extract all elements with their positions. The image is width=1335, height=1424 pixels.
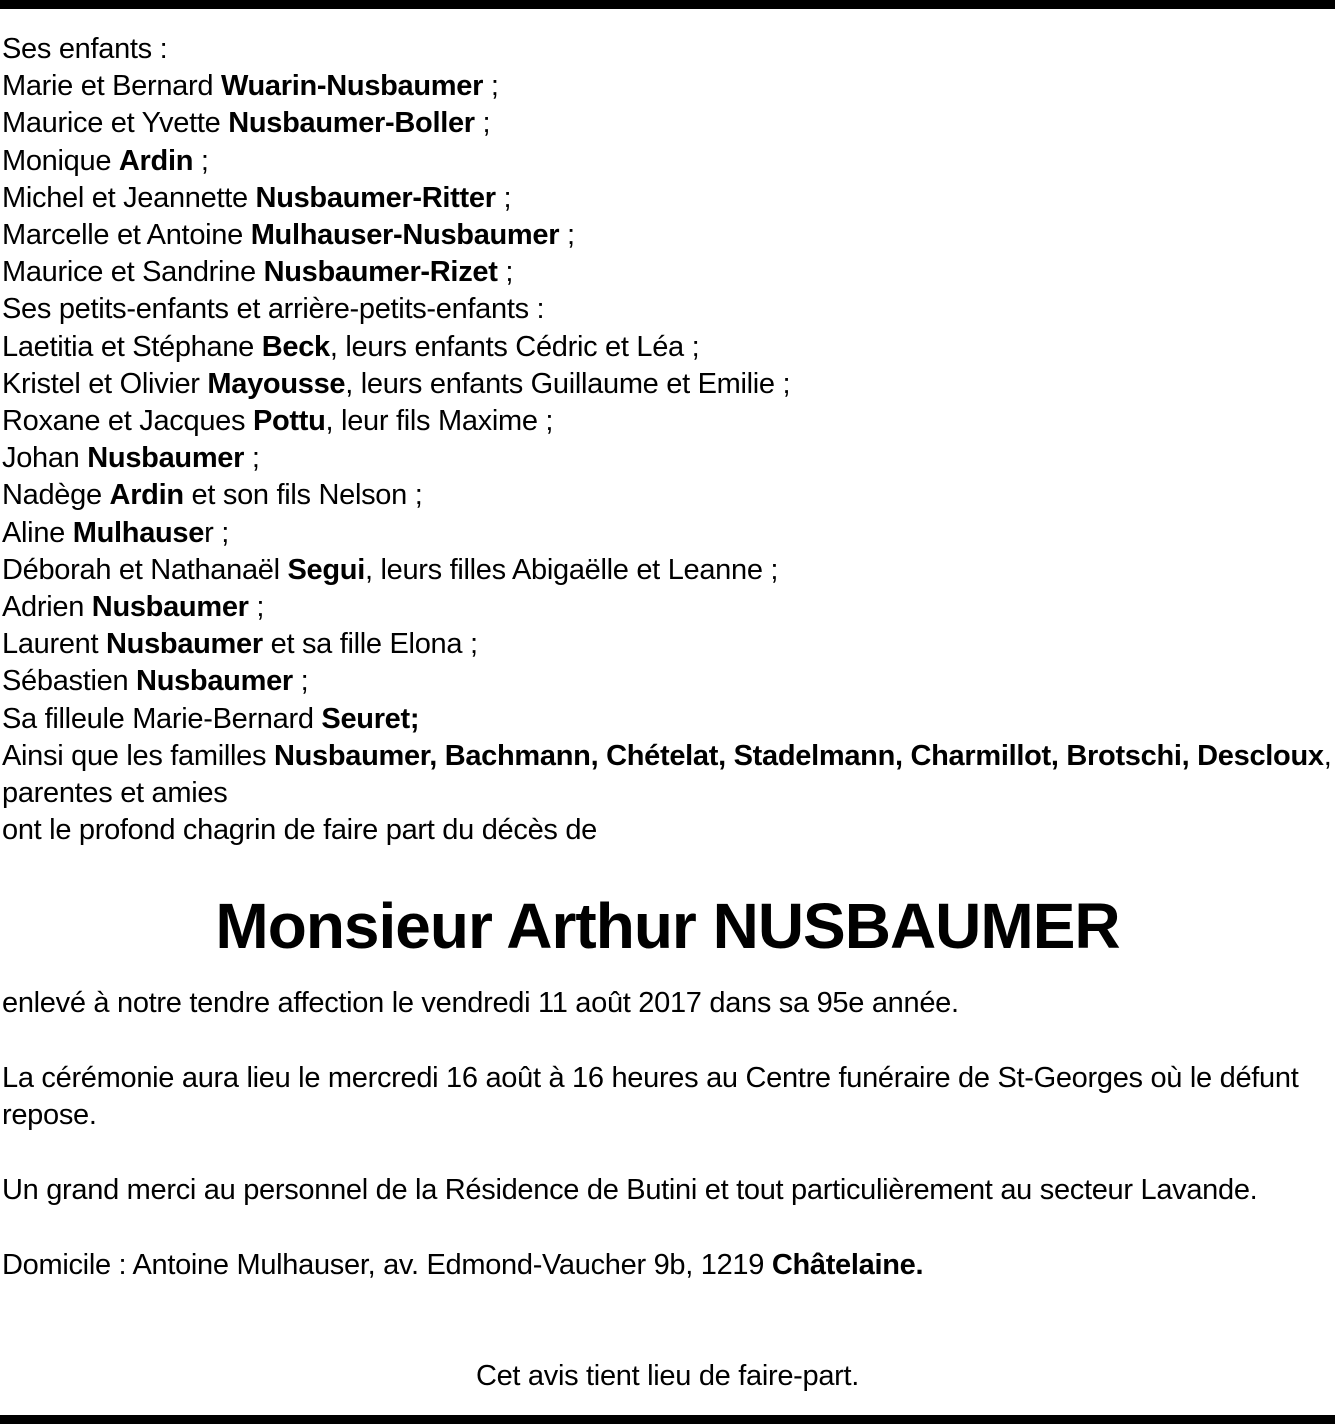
text-run: Marie et Bernard: [2, 70, 221, 103]
family-line: [2, 143, 1332, 180]
text-run: et son fils Nelson ;: [183, 479, 423, 512]
notice-body: [2, 985, 1332, 1322]
family-line: [2, 552, 1332, 589]
text-run: Laurent: [2, 628, 107, 661]
name-emphasis: Nusbaumer: [87, 442, 245, 475]
name-emphasis: Nusbaumer-Ritter: [255, 181, 496, 214]
name-emphasis: Châtelaine.: [771, 1248, 924, 1281]
family-line: [2, 626, 1332, 663]
text-run: ;: [248, 591, 265, 624]
text-run: Ses enfants :: [2, 33, 168, 65]
text-run: Monique: [2, 144, 119, 177]
name-emphasis: Wuarin-Nusbaumer: [220, 70, 484, 103]
deceased-name: Monsieur Arthur NUSBAUMER: [215, 890, 1120, 962]
text-run: ;: [292, 665, 309, 698]
text-run: ;: [193, 144, 209, 177]
text-run: Maurice et Yvette: [2, 107, 229, 140]
family-line: [2, 31, 1332, 68]
text-run: Maurice et Sandrine: [2, 256, 264, 289]
text-run: ont le profond chagrin de faire part du décès de: [2, 814, 598, 847]
text-run: ;: [244, 442, 260, 475]
family-line: [2, 701, 1332, 738]
text-run: Kristel et Olivier: [2, 367, 208, 400]
family-line: [2, 663, 1332, 700]
text-run: La cérémonie aura lieu le mercredi 16 août à 16 heures au Centre funéraire de St-Georges où le défunt repose.: [2, 1061, 1299, 1132]
name-emphasis: Mayousse: [207, 367, 346, 400]
notice-paragraph: [2, 1247, 1332, 1284]
family-line: [2, 440, 1332, 477]
name-emphasis: Ardin: [109, 479, 184, 512]
text-run: Ainsi que les familles: [2, 739, 274, 772]
text-run: ;: [483, 70, 499, 103]
text-run: Roxane et Jacques: [2, 405, 253, 438]
text-run: ;: [559, 219, 575, 252]
name-emphasis: Segui: [287, 553, 365, 586]
text-run: Laetitia et Stéphane: [2, 330, 262, 363]
family-line: [2, 217, 1332, 254]
family-line: [2, 329, 1332, 366]
name-emphasis: Nusbaumer-Boller: [228, 107, 475, 140]
text-run: ;: [497, 256, 514, 289]
text-run: Michel et Jeannette: [2, 181, 256, 214]
family-line: [2, 403, 1332, 440]
text-run: Marcelle et Antoine: [2, 219, 251, 252]
family-line: [2, 68, 1332, 105]
family-line: [2, 366, 1332, 403]
name-emphasis: Nusbaumer: [91, 591, 249, 624]
text-run: Johan: [2, 442, 88, 475]
text-run: , leurs enfants Guillaume et Emilie ;: [345, 367, 791, 400]
text-run: Adrien: [2, 591, 92, 624]
name-emphasis: Beck: [261, 330, 330, 363]
bottom-rule: [0, 1415, 1335, 1424]
text-run: Déborah et Nathanaël: [2, 553, 288, 586]
text-run: ;: [495, 181, 512, 214]
family-line: [2, 105, 1332, 142]
notice-paragraph: [2, 1060, 1332, 1135]
name-emphasis: Ardin: [118, 144, 194, 177]
family-line: [2, 291, 1332, 328]
family-line: [2, 515, 1332, 552]
name-emphasis: Mulhause: [72, 516, 205, 549]
name-emphasis: Nusbaumer-Rizet: [263, 256, 498, 289]
text-run: Aline: [2, 516, 73, 549]
name-emphasis: Nusbaumer: [106, 628, 263, 661]
text-run: enlevé à notre tendre affection le vendredi 11 août 2017 dans sa 95e année.: [2, 987, 959, 1019]
text-run: Ses petits-enfants et arrière-petits-enfants :: [2, 293, 545, 326]
text-run: , leurs enfants Cédric et Léa ;: [329, 330, 700, 363]
name-emphasis: Pottu: [252, 405, 326, 438]
top-rule: [0, 0, 1335, 9]
text-run: , leur fils Maxime ;: [325, 405, 554, 438]
text-run: , parentes et amies: [2, 739, 1332, 810]
family-line: [2, 812, 1332, 849]
name-emphasis: Mulhauser-Nusbaumer: [250, 219, 560, 252]
notice-paragraph: [2, 985, 1332, 1022]
family-line: [2, 589, 1332, 626]
text-run: ;: [474, 107, 491, 140]
text-run: r ;: [204, 516, 229, 549]
notice-paragraph: [2, 1172, 1332, 1209]
text-run: Domicile : Antoine Mulhauser, av. Edmond-Vaucher 9b, 1219: [2, 1248, 772, 1281]
name-emphasis: Seuret;: [321, 702, 420, 735]
text-run: Sa filleule Marie-Bernard: [2, 702, 322, 735]
family-line: [2, 738, 1332, 812]
text-run: Sébastien: [2, 665, 137, 698]
text-run: et sa fille Elona ;: [262, 628, 478, 661]
family-line: [2, 180, 1332, 217]
family-line: [2, 477, 1332, 514]
family-list: [2, 31, 1332, 849]
name-emphasis: Nusbaumer: [136, 665, 293, 698]
text-run: Un grand merci au personnel de la Résidence de Butini et tout particulièrement au secteur Lavande.: [2, 1174, 1258, 1206]
closing-note: Cet avis tient lieu de faire-part.: [475, 1360, 860, 1392]
name-emphasis: Nusbaumer, Bachmann, Chételat, Stadelmann, Charmillot, Brotschi, Descloux: [273, 739, 1324, 772]
family-line: [2, 254, 1332, 291]
text-run: , leurs filles Abigaëlle et Leanne ;: [364, 553, 779, 586]
text-run: Nadège: [2, 479, 110, 512]
